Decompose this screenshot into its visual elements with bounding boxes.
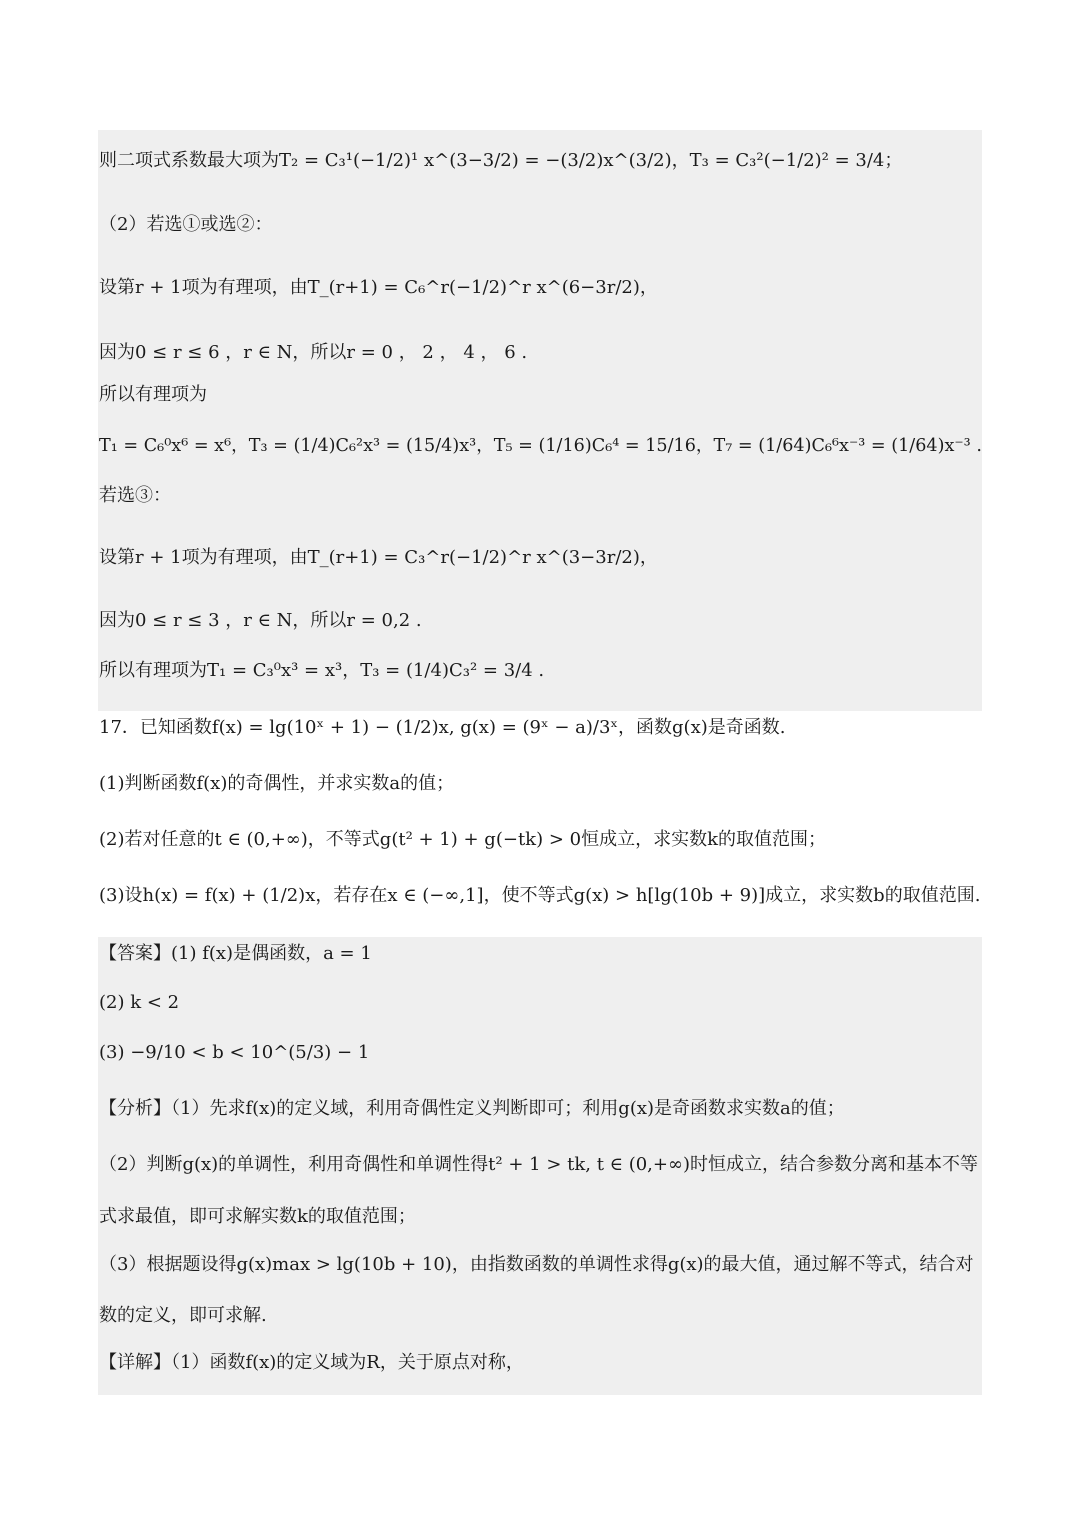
q17-statement: 17．已知函数f(x) = lg(10ˣ + 1) − (1/2)x, g(x) = (9ˣ − a)/3ˣ，函数g(x)是奇函数. — [99, 717, 786, 738]
range-r-2: 因为0 ≤ r ≤ 3 ，r ∈ N，所以r = 0,2 . — [99, 610, 422, 631]
choice-3: 若选③： — [99, 485, 171, 506]
rational-term-general-2: 设第r + 1项为有理项，由T_(r+1) = C₃^r(−1/2)^r x^(3−3r/2)， — [99, 547, 658, 568]
q17-part2: (2)若对任意的t ∈ (0,+∞)，不等式g(t² + 1) + g(−tk) > 0恒成立，求实数k的取值范围； — [99, 829, 826, 850]
rational-terms-list-2: 所以有理项为T₁ = C₃⁰x³ = x³，T₃ = (1/4)C₃² = 3/4 . — [99, 660, 545, 681]
answer-2: (2) k < 2 — [99, 992, 180, 1013]
answer-1: 【答案】(1) f(x)是偶函数，a = 1 — [99, 943, 372, 964]
analysis-3a: （3）根据题设得g(x)max > lg(10b + 10)，由指数函数的单调性求得g(x)的最大值，通过解不等式，结合对 — [99, 1254, 974, 1275]
part2-choice: （2）若选①或选②： — [99, 214, 273, 235]
analysis-3b: 数的定义，即可求解. — [99, 1305, 267, 1326]
rational-terms-heading-1: 所以有理项为 — [99, 384, 207, 405]
range-r-1: 因为0 ≤ r ≤ 6 ，r ∈ N，所以r = 0 ， 2 ， 4 ， 6 . — [99, 342, 528, 363]
detail-1: 【详解】（1）函数f(x)的定义域为R，关于原点对称， — [99, 1352, 524, 1373]
analysis-2a: （2）判断g(x)的单调性，利用奇偶性和单调性得t² + 1 > tk, t ∈ (0,+∞)时恒成立，结合参数分离和基本不等 — [99, 1154, 978, 1175]
rational-terms-list-1: T₁ = C₆⁰x⁶ = x⁶，T₃ = (1/4)C₆²x³ = (15/4)x³，T₅ = (1/16)C₆⁴ = 15/16，T₇ = (1/64)C₆⁶x⁻³ = (1/64)x⁻³ . — [99, 436, 982, 456]
q17-part1: (1)判断函数f(x)的奇偶性，并求实数a的值； — [99, 773, 455, 794]
binomial-max-term: 则二项式系数最大项为T₂ = C₃¹(−1/2)¹ x^(3−3/2) = −(3/2)x^(3/2)，T₃ = C₃²(−1/2)² = 3/4； — [99, 150, 903, 171]
analysis-2b: 式求最值，即可求解实数k的取值范围； — [99, 1206, 416, 1227]
analysis-1: 【分析】（1）先求f(x)的定义域，利用奇偶性定义判断即可；利用g(x)是奇函数求实数a的值； — [99, 1098, 845, 1119]
rational-term-general-1: 设第r + 1项为有理项，由T_(r+1) = C₆^r(−1/2)^r x^(6−3r/2)， — [99, 277, 658, 298]
answer-3: (3) −9/10 < b < 10^(5/3) − 1 — [99, 1042, 370, 1063]
q17-part3: (3)设h(x) = f(x) + (1/2)x，若存在x ∈ (−∞,1]，使不等式g(x) > h[lg(10b + 9)]成立，求实数b的取值范围. — [99, 885, 981, 906]
